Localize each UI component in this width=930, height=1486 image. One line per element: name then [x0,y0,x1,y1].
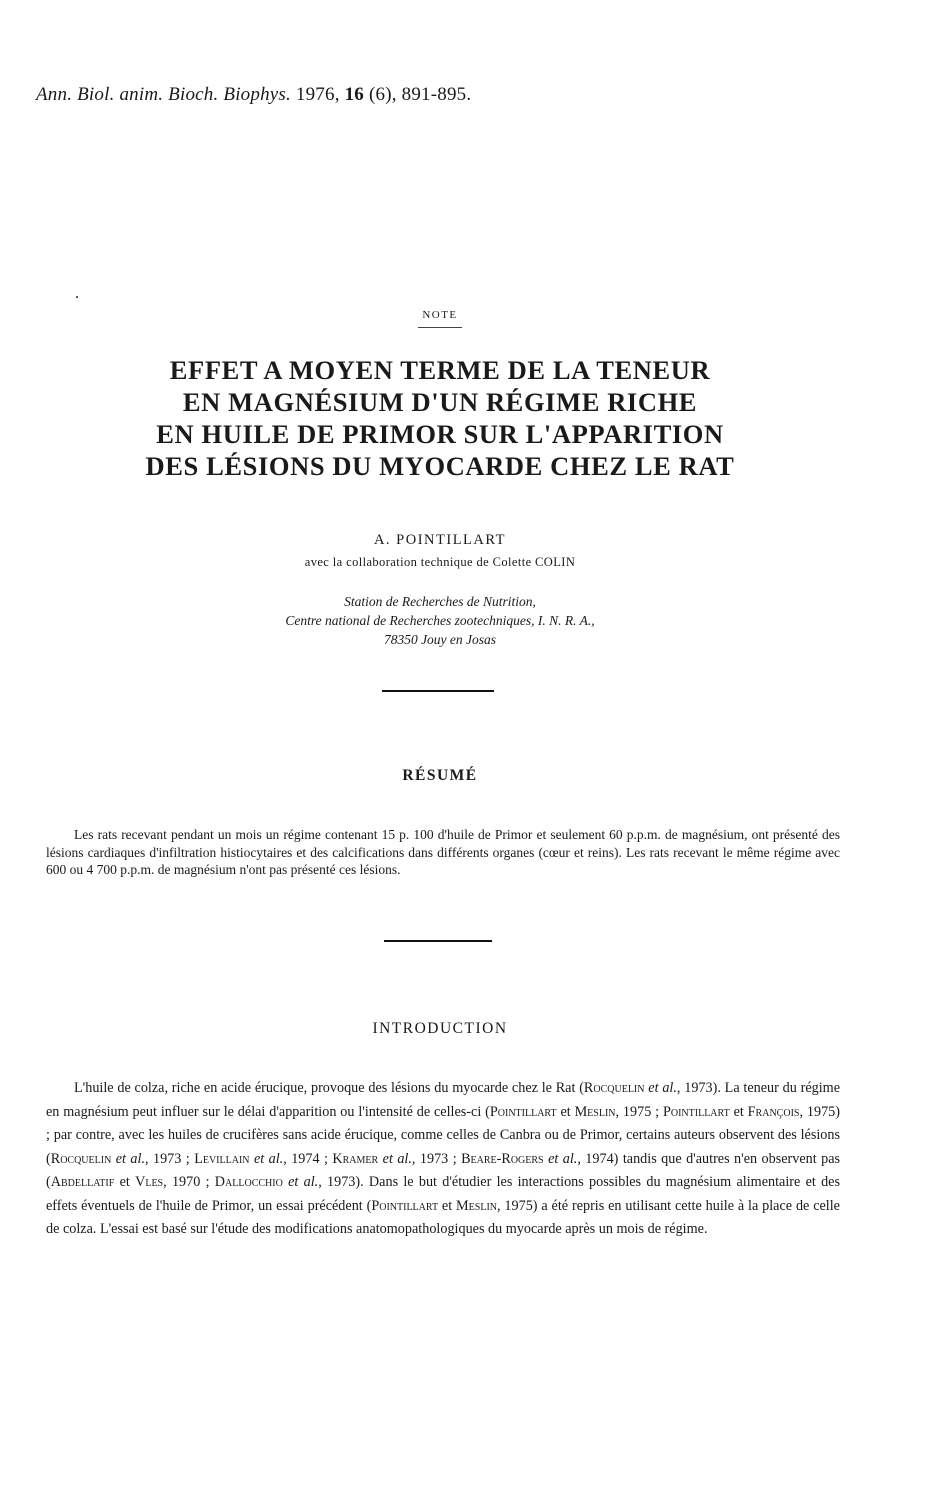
intro-text: , 1970 ; [163,1174,215,1190]
article-title [80,354,800,482]
intro-text: et [438,1197,457,1214]
intro-text: , 1973). La teneur du régime en magnésium peut influer sur le délai d'apparition ou l'intensité de celles-ci ( [46,1080,840,1120]
title-line-3: EN HUILE DE PRIMOR SUR L'APPARITION [156,419,724,449]
intro-text: , 1974) tandis que d'autres n'en observent pas ( [46,1150,841,1190]
et-al: et al. [115,1150,146,1167]
resume-heading: RÉSUMÉ [402,767,478,784]
affiliation-line-3: 78350 Jouy en Josas [383,632,497,647]
intro-text: , 1975) ; par contre, avec les huiles de crucifères sans acide érucique, comme celles de Canbra ou de Primor, certains auteurs observent des lésions ( [46,1103,840,1167]
author-ref: Rocquelin [50,1150,112,1167]
author-name: A. POINTILLART [373,532,507,548]
author-ref: Levillain [194,1150,250,1167]
journal-issue: (6), [368,84,397,105]
journal-citation [36,84,471,106]
title-line-1: EFFET A MOYEN TERME DE LA TENEUR [169,355,711,385]
author-ref: Dallocchio [214,1174,283,1190]
journal-pages: 891-895. [401,84,472,105]
title-line-2: EN MAGNÉSIUM D'UN RÉGIME RICHE [182,387,698,417]
author-ref: Meslin [574,1103,616,1120]
author-ref: Beare-Rogers [461,1150,544,1167]
intro-text: , 1975 ; [615,1103,663,1120]
note-underline [418,327,462,328]
journal-year: 1976, [295,84,340,105]
journal-volume: 16 [344,84,365,105]
introduction-heading: INTRODUCTION [372,1020,508,1037]
separator-rule [382,690,494,692]
affiliation-line-1: Station de Recherches de Nutrition, [344,594,536,609]
abstract-paragraph: Les rats recevant pendant un mois un régime contenant 15 p. 100 d'huile de Primor et seulement 60 p.p.m. de magnésium, ont présenté des lésions cardiaques d'infiltration histiocytaires et des calcifications dans différents organes (cœur et reins). Les rats recevant le même régime avec 600 ou 4 700 p.p.m. de magnésium n'ont pas présenté ces lésions. [46,827,840,877]
intro-text: , 1975) a été repris en utilisant cette huile à la place de celle de colza. L'essai est basé sur l'étude des modifications anatomopathologiques du myocarde après un mois de régime. [46,1197,840,1237]
author-ref: Rocquelin [583,1080,645,1096]
author-ref: Pointillart [489,1103,557,1120]
separator-rule [384,940,492,942]
et-al: et al. [382,1150,412,1167]
intro-text: , 1973 ; [411,1150,462,1167]
intro-text: et [114,1174,136,1190]
author-ref: François [747,1103,800,1120]
collaboration-note: avec la collaboration technique de Colette COLIN [304,555,576,569]
intro-text: et [556,1103,575,1120]
title-line-4: DES LÉSIONS DU MYOCARDE CHEZ LE RAT [145,451,735,481]
author-ref: Vles [135,1174,164,1190]
author-ref: Abdellatif [50,1174,115,1190]
affiliation-line-2: Centre national de Recherches zootechniques, I. N. R. A., [285,613,595,628]
et-al: et al. [548,1150,578,1167]
introduction-paragraph [46,1077,840,1242]
et-al: et al. [288,1174,319,1190]
intro-text: , 1973 ; [145,1150,195,1167]
note-label: NOTE [422,309,458,321]
intro-text: L'huile de colza, riche en acide érucique, provoque des lésions du myocarde chez le Rat ( [74,1080,584,1096]
author-ref: Kramer [332,1150,379,1167]
author-ref: Pointillart [662,1103,730,1120]
intro-text: et [729,1103,748,1120]
affiliation [0,592,880,649]
author-ref: Pointillart [371,1197,439,1214]
stray-mark [76,296,78,298]
journal-name: Ann. Biol. anim. Bioch. Biophys. [36,84,291,105]
intro-text: , 1974 ; [283,1150,333,1167]
et-al: et al. [648,1080,677,1096]
author-ref: Meslin [456,1197,497,1214]
intro-text: , 1973). Dans le but d'étudier les interactions possibles du magnésium alimentaire et des effets éventuels de l'huile de Primor, un essai précédent ( [46,1174,840,1214]
et-al: et al. [253,1150,284,1167]
